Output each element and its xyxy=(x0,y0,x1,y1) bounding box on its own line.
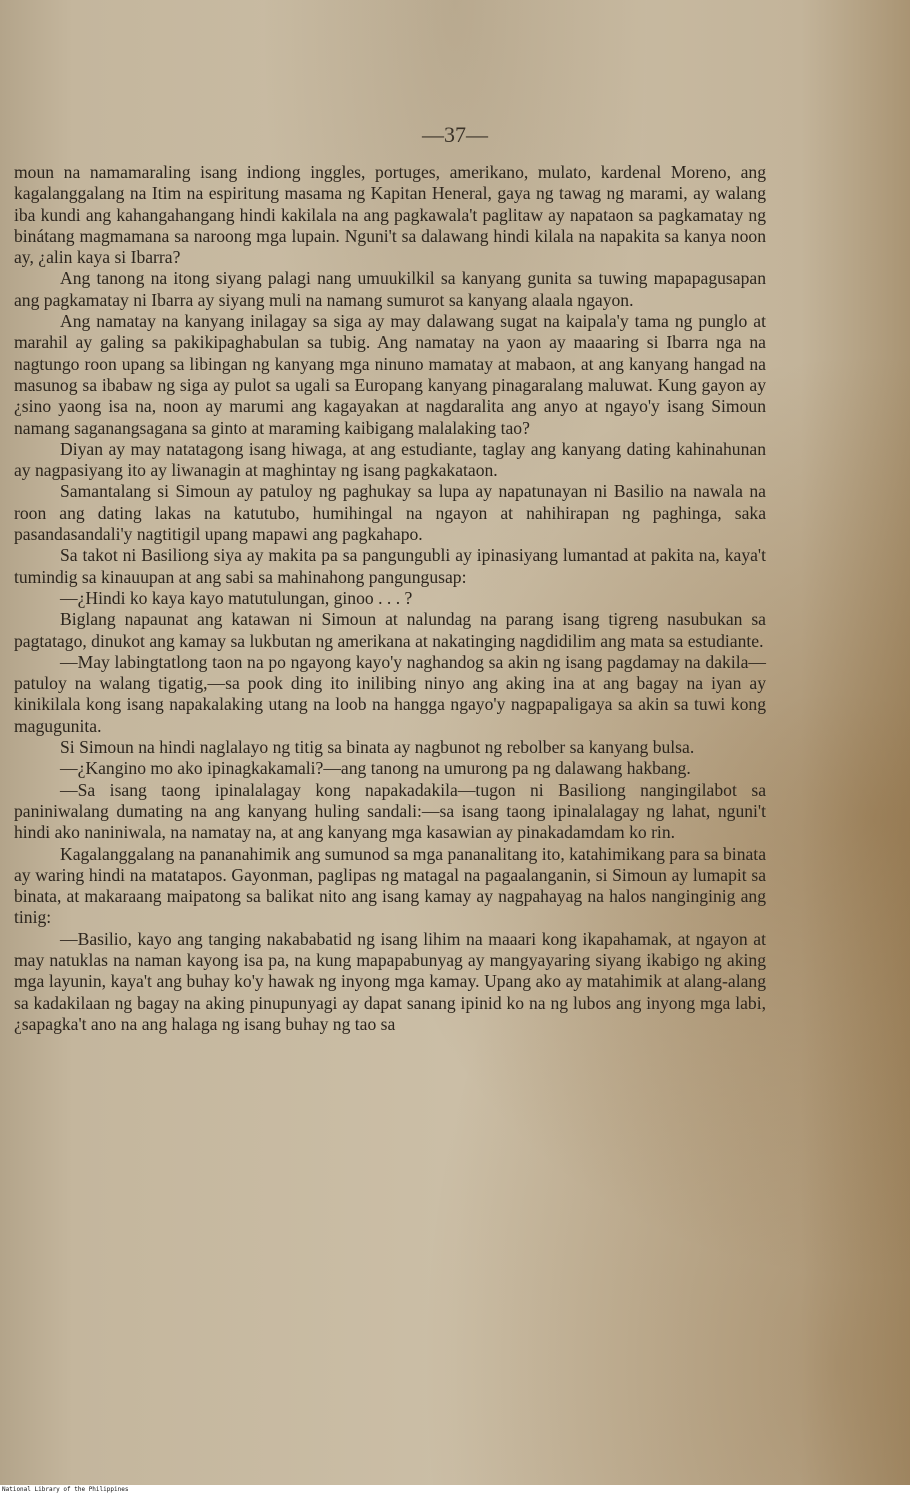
paragraph: Kagalanggalang na pananahimik ang sumunod sa mga pananalitang ito, katahimikang para sa binata ay waring hindi na matatapos. Gayonman, paglipas ng matagal na pagaalanganin, si Simoun ay lumapit sa binata, at makaraang maipatong sa balikat nito ang isang kamay ay nagpahayag na halos nanginginig ang tinig: xyxy=(14,843,766,928)
paragraph: —¿Hindi ko kaya kayo matutulungan, ginoo . . . ? xyxy=(60,587,413,608)
paragraph: Ang namatay na kanyang inilagay sa siga ay may dalawang sugat na kaipala'y tama ng punglo at marahil ay galing sa pakikipaghabulan sa tubig. Ang namatay na yaon ay maaaring si Ibarra nga na nagtungo roon upang sa libingan ng kanyang mga ninuno mamatay at mabaon, at ang kanyang hangad na masunog sa ibabaw ng siga ay pulot sa ugali sa Europang kanyang pinagaralang maluwat. Kung gayon ay ¿sino yaong isa na, noon ay marumi ang kagayakan at nagdaralita ang anyo at ngayo'y isang Simoun namang saganangsagana sa ginto at maraming kaibigang malalaking tao? xyxy=(14,311,766,438)
paragraph: —Sa isang taong ipinalalagay kong napakadakila—tugon ni Basiliong nangingilabot sa paniniwalang dumating na ang kanyang huling sandali:—sa isang taong ipinalalagay ng lahat, nguni't hindi ako naniniwala, na namatay na, at ang kanyang mga kasawian ay pinakadamdam ko rin. xyxy=(14,779,766,843)
paragraph: —May labingtatlong taon na po ngayong kayo'y naghandog sa akin ng isang pagdamay na dakila—patuloy na walang tigatig,—sa pook ding ito inilibing ninyo ang aking ina at ang bagay na iyan ay kinikilala kong isang napakalaking utang na loob na hangga ngayo'y nagpapaligaya sa akin sa tuwi kong magugunita. xyxy=(14,651,766,736)
paragraph: Biglang napaunat ang katawan ni Simoun at nalundag na parang isang tigreng nasubukan sa pagtatago, dinukot ang kamay sa lukbutan ng amerikana at nakatinging nagdidilim ang mata sa estudiante. xyxy=(14,609,766,651)
library-credit: National Library of the Philippines xyxy=(2,1486,129,1493)
paragraph: —¿Kangino mo ako ipinagkakamali?—ang tanong na umurong pa ng dalawang hakbang. xyxy=(60,758,691,779)
page-number: —37— xyxy=(422,122,488,147)
paragraph: Si Simoun na hindi naglalayo ng titig sa binata ay nagbunot ng rebolber sa kanyang bulsa. xyxy=(60,737,695,758)
paragraph: Ang tanong na itong siyang palagi nang umuukilkil sa kanyang gunita sa tuwing mapapagusapan ang pagkamatay ni Ibarra ay siyang muli na namang sumurot sa kanyang alaala ngayon. xyxy=(14,268,766,310)
paragraph: Sa takot ni Basiliong siya ay makita pa sa pangungubli ay ipinasiyang lumantad at pakita na, kaya't tumindig sa kinauupan at ang sabi sa mahinahong pangungusap: xyxy=(14,545,766,587)
paragraph: moun na namamaraling isang indiong inggles, portuges, amerikano, mulato, kardenal Moreno, ang kagalanggalang na Itim na espiritung masama ng Kapitan Heneral, gaya ng tawag ng marami, ay walang iba kundi ang kahangahangang hindi kakilala na ang pagkawala't paglitaw ay napataon sa pagkamatay ng binátang magmamana sa naroong mga lupain. Nguni't sa dalawang hindi kilala na napakita sa kanya noon ay, ¿alin kaya si Ibarra? xyxy=(14,162,766,268)
paragraph: Samantalang si Simoun ay patuloy ng paghukay sa lupa ay napatunayan ni Basilio na nawala na roon ang dating lakas na katutubo, humihingal na ngayon at nahihirapan ng paghinga, saka pasandasandali'y nagtitigil upang mapawi ang pagkahapo. xyxy=(14,481,766,545)
paragraph: —Basilio, kayo ang tanging nakababatid ng isang lihim na maaari kong ikapahamak, at ngayon at may natuklas na naman kayong isa pa, na kung mapapabunyag ay mangyayaring siyang ikabigo ng aking mga layunin, kaya't ang buhay ko'y hawak ng inyong mga kamay. Upang ako ay matahimik at alang-alang sa kadakilaan ng bagay na aking pinupunyagi ay dapat sanang ipinid ko na ng lubos ang inyong mga labi, ¿sapagka't ano na ang halaga ng isang buhay ng tao sa xyxy=(14,928,766,1034)
paragraph: Diyan ay may natatagong isang hiwaga, at ang estudiante, taglay ang kanyang dating kahinahunan ay nagpasiyang ito ay liwanagin at maghintay ng isang pagkakataon. xyxy=(14,438,766,481)
body-text xyxy=(14,162,766,1035)
